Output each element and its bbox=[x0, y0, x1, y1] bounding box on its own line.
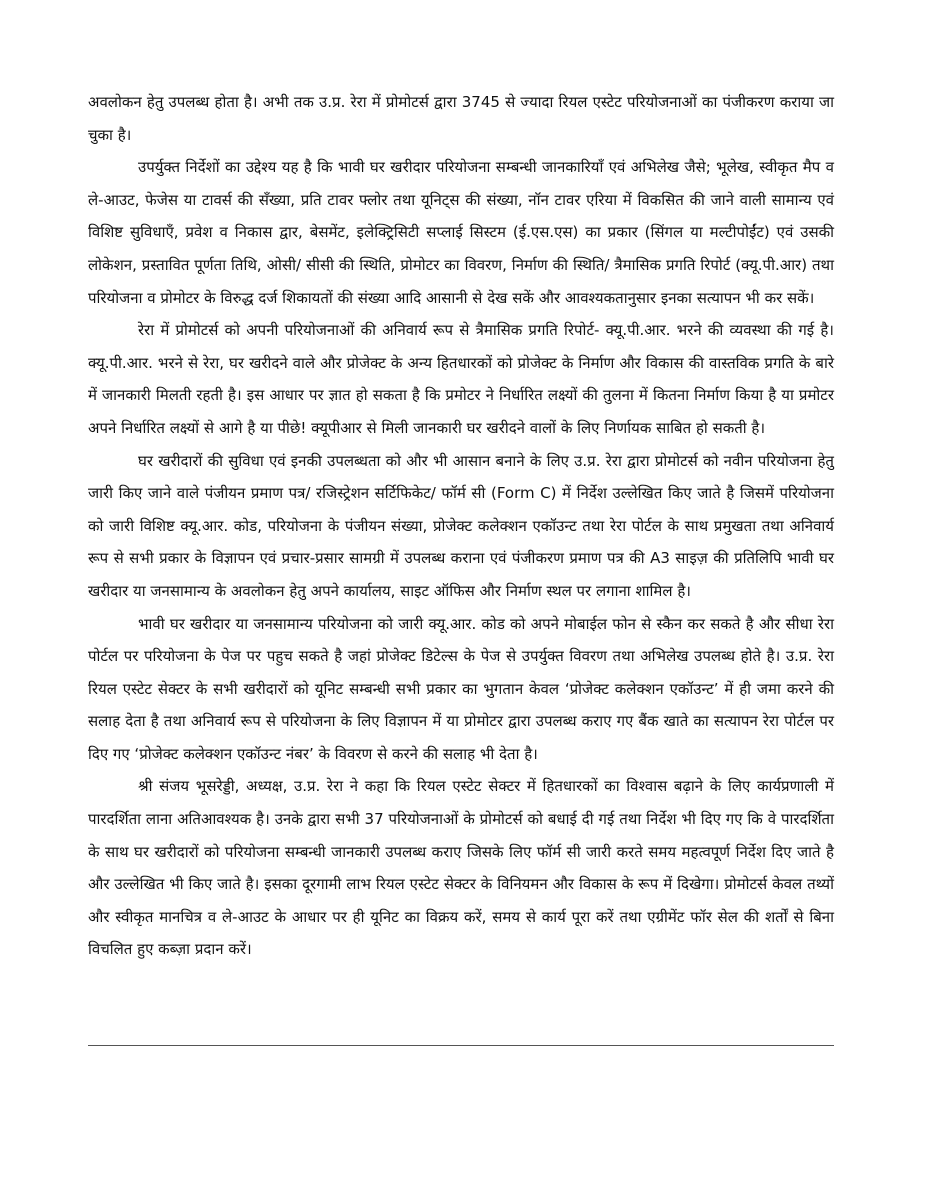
document-body bbox=[88, 86, 834, 966]
bottom-divider bbox=[88, 1045, 834, 1046]
paragraph-form-c: घर खरीदारों की सुविधा एवं इनकी उपलब्धता को और भी आसान बनाने के लिए उ.प्र. रेरा द्वारा प्रोमोटर्स को नवीन परियोजना हेतु जारी किए जाने वाले पंजीयन प्रमाण पत्र/ रजिस्ट्रेशन सर्टिफिकेट/ फॉर्म सी (Form C) में निर्देश उल्लेखित किए जाते है जिसमें परियोजना को जारी विशिष्ट क्यू.आर. कोड, परियोजना के पंजीयन संख्या, प्रोजेक्ट कलेक्शन एकॉउन्ट तथा रेरा पोर्टल के साथ प्रमुखता तथा अनिवार्य रूप से सभी प्रकार के विज्ञापन एवं प्रचार-प्रसार सामग्री में उपलब्ध कराना एवं पंजीकरण प्रमाण पत्र की A3 साइज़ की प्रतिलिपि भावी घर खरीदार या जनसामान्य के अवलोकन हेतु अपने कार्यालय, साइट ऑफिस और निर्माण स्थल पर लगाना शामिल है। bbox=[88, 451, 834, 600]
paragraph-objectives: उपर्युक्त निर्देशों का उद्देश्य यह है कि भावी घर खरीदार परियोजना सम्बन्धी जानकारियाँ एवं अभिलेख जैसे; भूलेख, स्वीकृत मैप व ले-आउट, फेजेस या टावर्स की सँख्या, प्रति टावर फ्लोर तथा यूनिट्स की संख्या, नॉन टावर एरिया में विकसित की जाने वाली सामान्य एवं विशिष्ट सुविधाएँ, प्रवेश व निकास द्वार, बेसमेंट, इलेक्ट्रिसिटी सप्लाई सिस्टम (ई.एस.एस) का प्रकार (सिंगल या मल्टीपोईंट) एवं उसकी लोकेशन, प्रस्तावित पूर्णता तिथि, ओसी/ सीसी की स्थिति, प्रोमोटर का विवरण, निर्माण की स्थिति/ त्रैमासिक प्रगति रिपोर्ट (क्यू.पी.आर) तथा परियोजना व प्रोमोटर के विरुद्ध दर्ज शिकायतों की संख्या आदि आसानी से देख सकें और आवश्यकतानुसार इनका सत्यापन भी कर सकें। bbox=[88, 158, 834, 307]
paragraph-qr-code: भावी घर खरीदार या जनसामान्य परियोजना को जारी क्यू.आर. कोड को अपने मोबाईल फोन से स्कैन कर सकते है और सीधा रेरा पोर्टल पर परियोजना के पेज पर पहुच सकते है जहां प्रोजेक्ट डिटेल्स के पेज से उपर्युक्त विवरण तथा अभिलेख उपलब्ध होते है। उ.प्र. रेरा रियल एस्टेट सेक्टर के सभी खरीदारों को यूनिट सम्बन्धी सभी प्रकार का भुगतान केवल ‘प्रोजेक्ट कलेक्शन एकॉउन्ट’ में ही जमा करने की सलाह देता है तथा अनिवार्य रूप से परियोजना के लिए विज्ञापन में या प्रोमोटर द्वारा उपलब्ध कराए गए बैंक खाते का सत्यापन रेरा पोर्टल पर दिए गए ‘प्रोजेक्ट कलेक्शन एकॉउन्ट नंबर’ के विवरण से करने की सलाह भी देता है। bbox=[88, 614, 834, 763]
paragraph-qpr: रेरा में प्रोमोटर्स को अपनी परियोजनाओं की अनिवार्य रूप से त्रैमासिक प्रगति रिपोर्ट- क्यू.पी.आर. भरने की व्यवस्था की गई है। क्यू.पी.आर. भरने से रेरा, घर खरीदने वाले और प्रोजेक्ट के अन्य हितधारकों को प्रोजेक्ट के निर्माण और विकास की वास्तविक प्रगति के बारे में जानकारी मिलती रहती है। इस आधार पर ज्ञात हो सकता है कि प्रमोटर ने निर्धारित लक्ष्यों की तुलना में कितना निर्माण किया है या प्रमोटर अपने निर्धारित लक्ष्यों से आगे है या पीछे! क्यूपीआर से मिली जानकारी घर खरीदने वालों के लिए निर्णायक साबित हो सकती है। bbox=[88, 321, 834, 437]
paragraph-registration-count: अवलोकन हेतु उपलब्ध होता है। अभी तक उ.प्र. रेरा में प्रोमोटर्स द्वारा 3745 से ज्यादा रियल एस्टेट परियोजनाओं का पंजीकरण कराया जा चुका है। bbox=[88, 93, 834, 144]
paragraph-chairman-statement: श्री संजय भूसरेड्डी, अध्यक्ष, उ.प्र. रेरा ने कहा कि रियल एस्टेट सेक्टर में हितधारकों का विश्वास बढ़ाने के लिए कार्यप्रणाली में पारदर्शिता लाना अतिआवश्यक है। उनके द्वारा सभी 37 परियोजनाओं के प्रोमोटर्स को बधाई दी गई तथा निर्देश भी दिए गए कि वे पारदर्शिता के साथ घर खरीदारों को परियोजना सम्बन्धी जानकारी उपलब्ध कराए जिसके लिए फॉर्म सी जारी करते समय महत्वपूर्ण निर्देश दिए जाते है और उल्लेखित भी किए जाते है। इसका दूरगामी लाभ रियल एस्टेट सेक्टर के विनियमन और विकास के रूप में दिखेगा। प्रोमोटर्स केवल तथ्यों और स्वीकृत मानचित्र व ले-आउट के आधार पर ही यूनिट का विक्रय करें, समय से कार्य पूरा करें तथा एग्रीमेंट फॉर सेल की शर्तों से बिना विचलित हुए कब्ज़ा प्रदान करें। bbox=[88, 777, 834, 959]
